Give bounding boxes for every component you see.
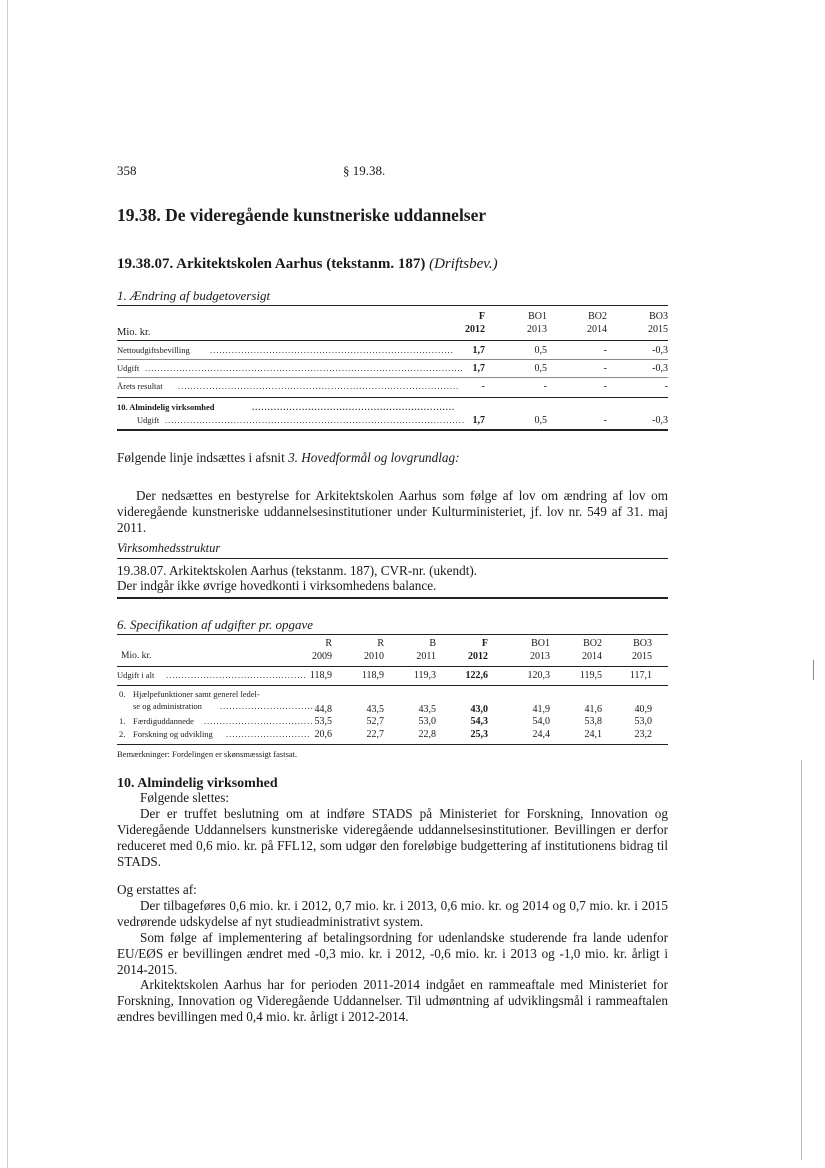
section10-paragraph: Som følge af implementering af betalingsordning for udenlandske studerende fra lande udenfor EU/EØS er bevillingen ændret med -0,3 mio. kr. i 2012, -0,6 mio. kr. i 2013 og -1,0 mio. kr. årligt i 2014-2015. xyxy=(117,930,668,977)
table6-row-label-cont: se og administration xyxy=(133,701,202,711)
table1-col-top: BO2 xyxy=(588,311,607,322)
table-cell: 41,9 xyxy=(532,704,550,715)
scan-mark xyxy=(813,660,814,680)
insert-prefix: Følgende linje indsættes i afsnit xyxy=(117,450,285,465)
table6-col-year: 2010 xyxy=(364,651,384,662)
dot-leader: ............................................. xyxy=(166,670,307,680)
table-cell: 43,0 xyxy=(470,704,488,715)
table-cell: 23,2 xyxy=(634,729,652,740)
structure-bottom-rule xyxy=(117,597,668,599)
table6-col-year: 2015 xyxy=(632,651,652,662)
account-title xyxy=(117,256,498,273)
dot-leader: ................................................................. xyxy=(252,402,456,412)
table1-top-rule xyxy=(117,305,668,306)
insert-ref: 3. Hovedformål og lovgrundlag: xyxy=(288,450,460,465)
table1-col-year: 2012 xyxy=(465,324,485,335)
table6-col-top: BO2 xyxy=(583,638,602,649)
insert-line xyxy=(117,450,668,466)
table-row-label: Udgift xyxy=(137,415,160,425)
account-type: (Driftsbev.) xyxy=(429,256,498,272)
table-cell: 43,5 xyxy=(418,704,436,715)
table6-row-label: Forskning og udvikling xyxy=(133,729,213,739)
table-cell: - xyxy=(664,381,668,392)
structure-top-rule xyxy=(117,558,668,559)
table-cell: 53,8 xyxy=(584,716,602,727)
table1-col-year: 2015 xyxy=(648,324,668,335)
table-cell: 24,1 xyxy=(584,729,602,740)
table6-col-year: 2009 xyxy=(312,651,332,662)
table6-col-top: R xyxy=(377,638,384,649)
section10-title: 10. Almindelig virksomhed xyxy=(117,776,278,791)
table6-row-num: 0. xyxy=(119,689,126,699)
dot-leader: .............................................................................. xyxy=(210,345,454,355)
table-cell: 41,6 xyxy=(584,704,602,715)
table-cell: 40,9 xyxy=(634,704,652,715)
table-cell: 117,1 xyxy=(629,670,652,681)
table-cell: 22,8 xyxy=(418,729,436,740)
table-row-label: Årets resultat xyxy=(117,381,163,391)
table-cell: 22,7 xyxy=(366,729,384,740)
chapter-title: 19.38. De videregående kunstneriske uddannelser xyxy=(117,205,487,225)
row-rule xyxy=(117,377,668,378)
table-row-label: Nettoudgiftsbevilling xyxy=(117,345,190,355)
row-rule xyxy=(117,685,668,686)
table-cell: - xyxy=(543,381,547,392)
table-cell: 52,7 xyxy=(366,716,384,727)
row-rule xyxy=(117,359,668,360)
table-cell: 24,4 xyxy=(532,729,550,740)
table1-bottom-rule xyxy=(117,429,668,431)
table6-row-num: 2. xyxy=(119,729,126,739)
table-cell: 120,3 xyxy=(527,670,550,681)
table6-col-top: BO3 xyxy=(633,638,652,649)
table-cell: 43,5 xyxy=(366,704,384,715)
table-cell: 1,7 xyxy=(472,345,485,356)
table6-col-year: 2012 xyxy=(468,651,488,662)
section10-paragraph: Arkitektskolen Aarhus har for perioden 2011-2014 indgået en rammeaftale med Ministeriet for Forskning, Innovation og Videregående Uddannelser. Til udmøntning af udviklingsmål i rammeaftalen ændres bevillingen med 0,4 mio. kr. årligt i 2012-2014. xyxy=(117,977,668,1024)
table-cell: 0,5 xyxy=(534,363,547,374)
table6-col-year: 2014 xyxy=(582,651,602,662)
row-rule xyxy=(117,397,668,398)
table6-top-rule xyxy=(117,634,668,635)
table6-row-num: 1. xyxy=(119,716,126,726)
table6-col-top: B xyxy=(429,638,436,649)
table-cell: - xyxy=(603,381,607,392)
dot-leader: ...................................................................................................... xyxy=(145,363,464,373)
page-number: 358 xyxy=(117,163,137,178)
table6-unit: Mio. kr. xyxy=(121,651,152,661)
table-cell: 54,0 xyxy=(532,716,550,727)
table1-header-rule xyxy=(117,340,668,341)
table-cell: 0,5 xyxy=(534,415,547,426)
table-cell: - xyxy=(481,381,485,392)
insert-paragraph: Der nedsættes en bestyrelse for Arkitektskolen Aarhus som følge af lov om ændring af lov om videregående kunstneriske uddannelsesinstitutioner under Kulturministeriet, jf. lov nr. 549 af 31. maj 2011. xyxy=(117,488,668,535)
table1-col-top: F xyxy=(478,311,485,322)
table6-total-label: Udgift i alt xyxy=(117,670,155,680)
table6-bottom-rule xyxy=(117,744,668,745)
table6-row-label: Hjælpefunktioner samt generel ledel- xyxy=(133,689,260,699)
table-cell: -0,3 xyxy=(652,345,668,356)
table6-col-year: 2011 xyxy=(416,651,436,662)
dot-leader: ................................................................................................ xyxy=(165,415,465,425)
table6-header-rule xyxy=(117,666,668,667)
table1-caption: 1. Ændring af budgetoversigt xyxy=(117,288,271,303)
table6-caption: 6. Specifikation af udgifter pr. opgave xyxy=(117,617,314,632)
section10-delete-text: Der er truffet beslutning om at indføre STADS på Ministeriet for Forskning, Innovation og Videregående Uddannelsers kunstneriske videregående uddannelsesinstitutioner. Bevillingen er derfor reduceret med 0,6 mio. kr. på FFL12, som udgør den foreløbige budgettering af institutionens bidrag til STADS. xyxy=(117,806,668,869)
table-cell: - xyxy=(603,415,607,426)
table-cell: 54,3 xyxy=(470,716,488,727)
table1-col-top: BO1 xyxy=(528,311,547,322)
scan-border-right xyxy=(801,760,802,1160)
section10-replace-intro: Og erstattes af: xyxy=(117,882,197,897)
dot-leader: .............................. xyxy=(220,701,314,711)
running-header: § 19.38. xyxy=(343,163,386,178)
table-cell: -0,3 xyxy=(652,363,668,374)
table6-row-label: Færdiguddannede xyxy=(133,716,194,726)
table-cell: 118,9 xyxy=(361,670,384,681)
dot-leader: ........................... xyxy=(226,729,311,739)
table-cell: -0,3 xyxy=(652,415,668,426)
table-cell: 53,0 xyxy=(634,716,652,727)
table1-col-top: BO3 xyxy=(649,311,668,322)
dot-leader: ................................... xyxy=(204,716,314,726)
account-name: 19.38.07. Arkitektskolen Aarhus (tekstanm. 187) xyxy=(117,256,426,272)
table-cell: - xyxy=(603,345,607,356)
table1-col-year: 2014 xyxy=(587,324,607,335)
table1-col-year: 2013 xyxy=(527,324,547,335)
structure-line1: 19.38.07. Arkitektskolen Aarhus (tekstanm. 187), CVR-nr. (ukendt). xyxy=(117,563,478,578)
scan-border-left xyxy=(7,0,8,1168)
table6-col-year: 2013 xyxy=(530,651,550,662)
table6-col-top: F xyxy=(481,638,488,649)
table1-group-label: 10. Almindelig virksomhed xyxy=(117,402,215,412)
section10-paragraph: Der tilbageføres 0,6 mio. kr. i 2012, 0,7 mio. kr. i 2013, 0,6 mio. kr. og 2014 og 0,7 mio. kr. i 2015 vedrørende udskydelse af nyt studieadministrativt system. xyxy=(117,898,668,929)
table6-col-top: BO1 xyxy=(531,638,550,649)
table-cell: 25,3 xyxy=(470,729,488,740)
table6-note: Bemærkninger: Fordelingen er skønsmæssigt fastsat. xyxy=(117,749,298,759)
table-cell: - xyxy=(603,363,607,374)
structure-line2: Der indgår ikke øvrige hovedkonti i virksomhedens balance. xyxy=(117,578,437,593)
table-cell: 119,3 xyxy=(413,670,436,681)
table-cell: 44,8 xyxy=(314,704,332,715)
structure-caption: Virksomhedsstruktur xyxy=(117,541,221,555)
table-cell: 119,5 xyxy=(579,670,602,681)
dot-leader: .......................................................................................... xyxy=(178,381,460,391)
table-cell: 118,9 xyxy=(309,670,332,681)
table-cell: 53,0 xyxy=(418,716,436,727)
table-cell: 53,5 xyxy=(314,716,332,727)
table-cell: 20,6 xyxy=(314,729,332,740)
table-row-label: Udgift xyxy=(117,363,140,373)
table1-unit: Mio. kr. xyxy=(117,327,151,338)
table-cell: 1,7 xyxy=(472,415,485,426)
table-cell: 0,5 xyxy=(534,345,547,356)
section10-delete-intro: Følgende slettes: xyxy=(140,790,230,805)
table6-col-top: R xyxy=(325,638,332,649)
table-cell: 1,7 xyxy=(472,363,485,374)
table-cell: 122,6 xyxy=(465,670,488,681)
